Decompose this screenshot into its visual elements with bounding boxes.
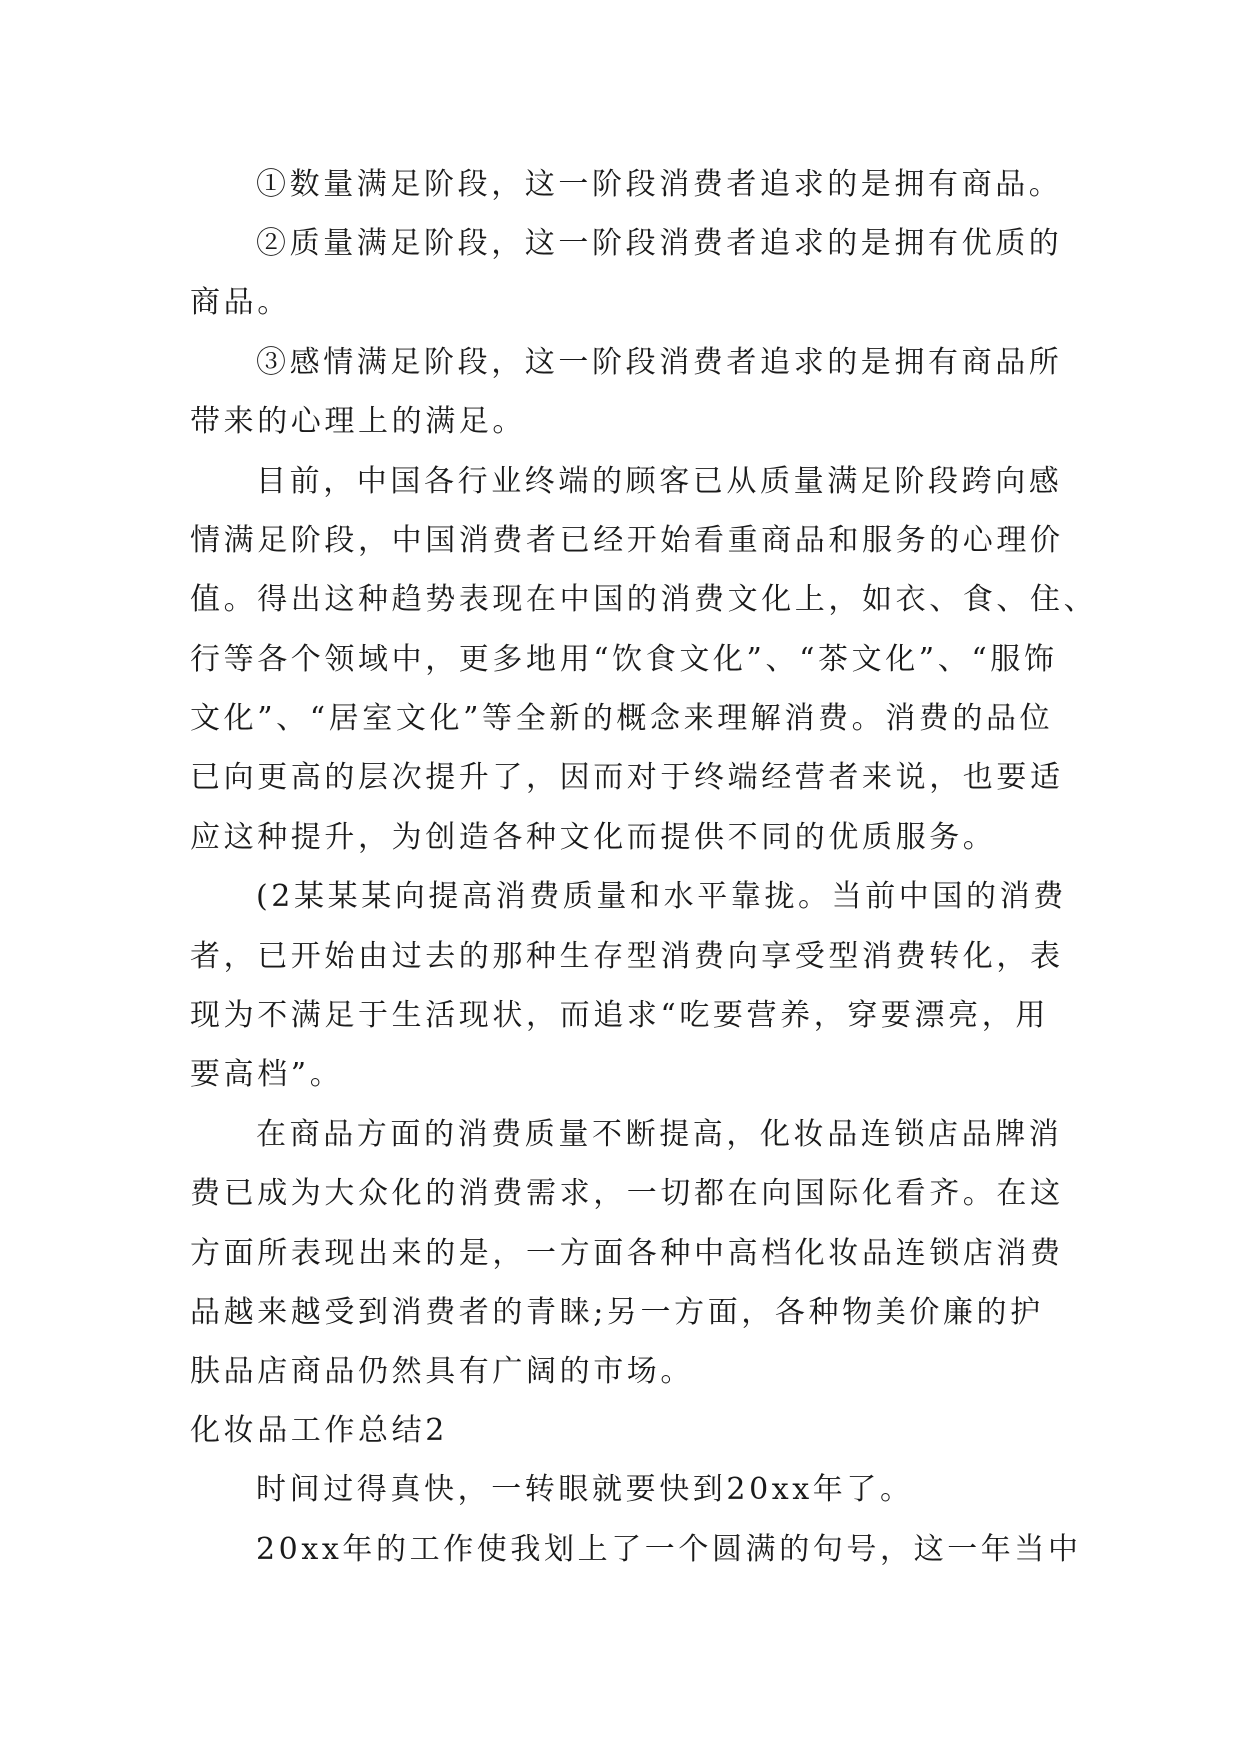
paragraph-line: ③感情满足阶段，这一阶段消费者追求的是拥有商品所 [256,345,1063,380]
paragraph-line: 费已成为大众化的消费需求，一切都在向国际化看齐。在这 [190,1176,1064,1211]
paragraph-line: 方面所表现出来的是，一方面各种中高档化妆品连锁店消费 [190,1236,1064,1271]
paragraph-line: 带来的心理上的满足。 [190,404,526,439]
paragraph-line: ①数量满足阶段，这一阶段消费者追求的是拥有商品。 [256,167,1063,202]
paragraph-line: 文化”、“居室文化”等全新的概念来理解消费。消费的品位 [190,701,1054,736]
paragraph-line: ②质量满足阶段，这一阶段消费者追求的是拥有优质的 [256,226,1063,261]
paragraph-line: 品越来越受到消费者的青睐;另一方面，各种物美价廉的护 [190,1295,1044,1330]
paragraph-line: 20xx年的工作使我划上了一个圆满的句号，这一年当中 [256,1532,1082,1567]
paragraph-line: 应这种提升，为创造各种文化而提供不同的优质服务。 [190,820,997,855]
paragraph-line: 值。得出这种趋势表现在中国的消费文化上，如衣、食、住、 [190,582,1098,617]
paragraph-line: 肤品店商品仍然具有广阔的市场。 [190,1354,694,1389]
paragraph-line: 在商品方面的消费质量不断提高，化妆品连锁店品牌消 [256,1117,1063,1152]
paragraph-line: 目前，中国各行业终端的顾客已从质量满足阶段跨向感 [256,464,1063,499]
paragraph-line: (2某某某向提高消费质量和水平靠拢。当前中国的消费 [256,879,1067,914]
paragraph-line: 时间过得真快，一转眼就要快到20xx年了。 [256,1472,914,1507]
section-heading: 化妆品工作总结2 [190,1413,448,1448]
paragraph-line: 者，已开始由过去的那种生存型消费向享受型消费转化，表 [190,939,1064,974]
paragraph-line: 现为不满足于生活现状，而追求“吃要营养，穿要漂亮，用 [190,998,1049,1033]
paragraph-line: 行等各个领域中，更多地用“饮食文化”、“茶文化”、“服饰 [190,642,1058,677]
paragraph-line: 已向更高的层次提升了，因而对于终端经营者来说，也要适 [190,760,1064,795]
paragraph-line: 要高档”。 [190,1057,344,1092]
paragraph-line: 商品。 [190,285,291,320]
paragraph-line: 情满足阶段，中国消费者已经开始看重商品和服务的心理价 [190,523,1064,558]
